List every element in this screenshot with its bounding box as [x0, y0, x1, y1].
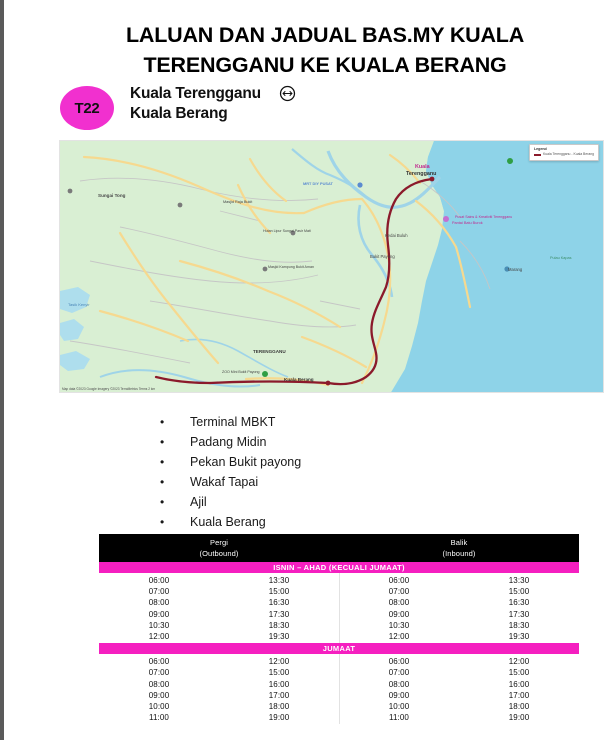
map-legend-entry-label: Kuala Terengganu - Kuala Berang — [542, 152, 594, 157]
map-label: Tasik Kenyir — [68, 302, 90, 307]
map-label: Masjid Raja Bukit — [223, 200, 253, 204]
departure-time: 16:00 — [508, 679, 530, 689]
route-badge — [60, 86, 114, 130]
departure-time: 15:00 — [268, 668, 290, 678]
schedule-band: JUMAAT — [99, 643, 579, 654]
schedule-block — [99, 654, 579, 724]
schedule-band: ISNIN – AHAD (KECUALI JUMAAT) — [99, 562, 579, 573]
departure-time: 17:00 — [508, 690, 530, 700]
departure-time: 09:00 — [148, 609, 170, 619]
route-names — [130, 84, 296, 124]
map-label: Sungai Tong — [98, 193, 126, 198]
map-label: Kedai Buluh — [385, 233, 408, 238]
departure-time: 06:00 — [388, 657, 410, 667]
departure-time: 16:00 — [268, 679, 290, 689]
route-destination: Kuala Berang — [130, 105, 228, 122]
departure-time: 06:00 — [148, 576, 170, 585]
schedule-inbound-times — [339, 656, 579, 723]
departure-time: 16:30 — [508, 598, 530, 608]
schedule-outbound-times — [99, 656, 339, 723]
list-item: • Ajil — [154, 492, 534, 512]
departure-time: 13:30 — [268, 576, 290, 585]
departure-time: 15:00 — [268, 587, 290, 597]
departure-time: 10:30 — [148, 620, 170, 630]
outbound-subtitle: (Outbound) — [199, 549, 239, 558]
schedule-header-inbound — [339, 534, 579, 562]
departure-time: 19:30 — [268, 632, 290, 642]
departure-time: 12:00 — [508, 657, 530, 667]
map-label: Pulau Kapas — [550, 256, 572, 260]
schedule-header-row — [99, 534, 579, 562]
departure-time: 10:00 — [388, 702, 410, 712]
route-badge-label: T22 — [74, 99, 100, 117]
departure-time: 10:30 — [388, 620, 410, 630]
map-label: Kuala — [415, 164, 430, 170]
map-label: Bukit Payong — [370, 254, 395, 259]
departure-time: 08:00 — [148, 679, 170, 689]
map-label: Marang — [508, 267, 523, 272]
schedule-body — [99, 562, 579, 724]
schedule-outbound-times — [99, 575, 339, 642]
departure-time: 06:00 — [148, 657, 170, 667]
schedule-inbound-col-2 — [459, 656, 579, 723]
departure-time: 07:00 — [148, 587, 170, 597]
schedule-header-outbound — [99, 534, 339, 562]
map-label: TERENGGANU — [253, 349, 286, 354]
route-map[interactable] — [59, 140, 604, 393]
departure-time: 18:00 — [268, 702, 290, 712]
departure-time: 09:00 — [388, 690, 410, 700]
departure-time: 17:30 — [508, 609, 530, 619]
stops-list — [154, 412, 534, 532]
bidirectional-arrow-icon — [279, 85, 296, 102]
schedule-inbound-times — [339, 575, 579, 642]
departure-time: 19:00 — [508, 713, 530, 723]
map-attribution: Map data ©2023 Google Imagery ©2023 TerraMetrics Terms 2 km — [62, 386, 156, 391]
departure-time: 17:00 — [268, 690, 290, 700]
departure-time: 06:00 — [388, 576, 410, 585]
departure-time: 12:00 — [268, 657, 290, 667]
route-header — [60, 84, 600, 134]
inbound-subtitle: (Inbound) — [442, 549, 476, 558]
map-label-layer — [60, 141, 604, 393]
map-label: Masjid Kampung Bukit Aman — [268, 265, 314, 269]
schedule-outbound-col-2 — [219, 656, 339, 723]
departure-time: 07:00 — [148, 668, 170, 678]
departure-time: 07:00 — [388, 587, 410, 597]
map-label: Hutan Lipur Sungai Pasir Mati — [263, 229, 311, 233]
list-item: • Kuala Berang — [154, 512, 534, 532]
schedule-outbound-col-1 — [99, 656, 219, 723]
list-item: • Pekan Bukit payong — [154, 452, 534, 472]
list-item: • Terminal MBKT — [154, 412, 534, 432]
departure-time: 17:30 — [268, 609, 290, 619]
list-item: • Padang Midin — [154, 432, 534, 452]
schedule-outbound-col-2 — [219, 575, 339, 642]
page-title: LALUAN DAN JADUAL BAS.MY KUALA TERENGGANU KE KUALA BERANG — [125, 23, 525, 77]
schedule-inbound-col-2 — [459, 575, 579, 642]
map-label: Terengganu — [406, 171, 437, 177]
map-legend-entry — [534, 152, 594, 156]
schedule-table — [99, 534, 579, 724]
map-label: Pantai Batu Burok — [452, 221, 483, 225]
legend-route-swatch-icon — [534, 154, 541, 156]
list-item: • Wakaf Tapai — [154, 472, 534, 492]
departure-time: 19:00 — [268, 713, 290, 723]
schedule-block — [99, 573, 579, 643]
departure-time: 08:00 — [388, 679, 410, 689]
departure-time: 10:00 — [148, 702, 170, 712]
map-label: MRT DIY PUSAT — [303, 181, 333, 186]
departure-time: 09:00 — [148, 690, 170, 700]
map-legend — [529, 144, 599, 161]
departure-time: 18:30 — [268, 620, 290, 630]
departure-time: 11:00 — [389, 713, 409, 723]
departure-time: 07:00 — [388, 668, 410, 678]
map-legend-title: Legend — [533, 147, 547, 151]
map-label: ZOO Mini Bukit Payong — [222, 370, 260, 374]
schedule-inbound-col-1 — [339, 656, 459, 723]
departure-time: 18:00 — [508, 702, 530, 712]
departure-time: 15:00 — [508, 587, 530, 597]
departure-time: 18:30 — [508, 620, 530, 630]
departure-time: 19:30 — [508, 632, 530, 642]
map-label: Pusat Sains & Kreativiti Terengganu — [455, 215, 513, 219]
departure-time: 08:00 — [388, 598, 410, 608]
schedule-outbound-col-1 — [99, 575, 219, 642]
departure-time: 11:00 — [149, 713, 169, 723]
map-label: Kuala Berang — [284, 377, 314, 382]
departure-time: 09:00 — [388, 609, 410, 619]
departure-time: 12:00 — [148, 632, 170, 642]
schedule-inbound-col-1 — [339, 575, 459, 642]
departure-time: 13:30 — [508, 576, 530, 585]
departure-time: 16:30 — [268, 598, 290, 608]
departure-time: 08:00 — [148, 598, 170, 608]
route-origin: Kuala Terengganu — [130, 85, 261, 102]
document-page — [4, 0, 606, 740]
departure-time: 12:00 — [388, 632, 410, 642]
departure-time: 15:00 — [508, 668, 530, 678]
inbound-title: Balik — [450, 538, 468, 547]
outbound-title: Pergi — [209, 538, 228, 547]
